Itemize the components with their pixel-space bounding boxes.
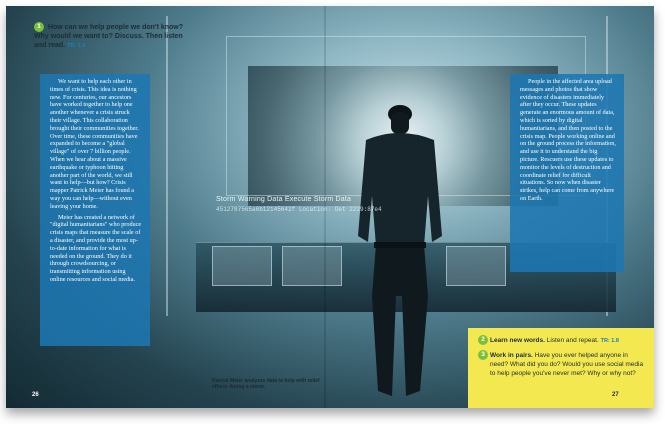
question-text: How can we help people we don't know? Why would we want to? [34, 23, 184, 40]
paragraph: Meier has created a network of "digital humanitarians" who produce crisis maps that measure the scale of a disaster, and provide the most up-to-date information for what is needed on the ground. They do it through crowdsourcing, or transmitting information using online resources and social media. [50, 213, 142, 283]
activity-item [478, 351, 644, 378]
paragraph: People in the affected area upload messages and photos that show evidence of disasters immediately after they occur. These updates generate an enormous amount of data, which is sorted by digital humanitarians, and then posted to the crisis map. People working online and on the ground process the information, and use it to understand the big picture. Rescuers use these updates to monitor the levels of destruction and coordinate relief for difficult situations. So now when disaster strikes, help can come from anywhere on Earth. [520, 78, 616, 202]
console-screen [212, 246, 272, 286]
track-label: TR: 1.8 [600, 338, 619, 344]
intro-question [34, 22, 194, 51]
activity-label: Learn new words. [490, 337, 545, 344]
window-mullion [166, 16, 168, 316]
activity-text: Listen and repeat. [546, 337, 599, 344]
page-number-left: 26 [32, 392, 39, 398]
instruction-text: Discuss. Then listen and read. [34, 33, 183, 49]
track-label: TR: 1.6 [67, 43, 86, 49]
number-badge: 1 [34, 22, 44, 32]
person-silhouette [344, 96, 454, 406]
activity-text: Have you ever helped anyone in need? What did you do? Would you use social media to help people you've never met? Why or why not? [490, 352, 644, 377]
left-text-panel [40, 74, 150, 346]
activity-box [468, 328, 654, 408]
console-screen [282, 246, 342, 286]
paragraph: We want to help each other in times of crisis. This idea is nothing new. For centuries, our ancestors have worked together to help one another whenever a crisis struck their village. This collaboration brought their communities together. Over time, these communities have expanded to become a "global village" of over 7 billion people. When we hear about a massive earthquake or typhoon hitting another part of the world, we still want to help—but how? Crisis mapper Patrick Meier has found a way you can help—without even leaving your home. [50, 78, 139, 210]
photo-caption: Patrick Meier analyzes data to help with relief efforts during a storm. [212, 378, 320, 390]
number-badge: 2 [478, 335, 488, 345]
number-badge: 3 [478, 350, 488, 360]
screen-code: 4512787565a6b12145642f Location: Det 2229:87e4 [216, 206, 382, 213]
screen-headline: Storm Warning Data Execute Storm Data [216, 196, 352, 203]
right-text-panel [510, 74, 624, 272]
page-number-right: 27 [612, 392, 619, 398]
activity-label: Work in pairs. [490, 352, 533, 359]
activity-item [478, 336, 644, 346]
console-screen [446, 246, 506, 286]
